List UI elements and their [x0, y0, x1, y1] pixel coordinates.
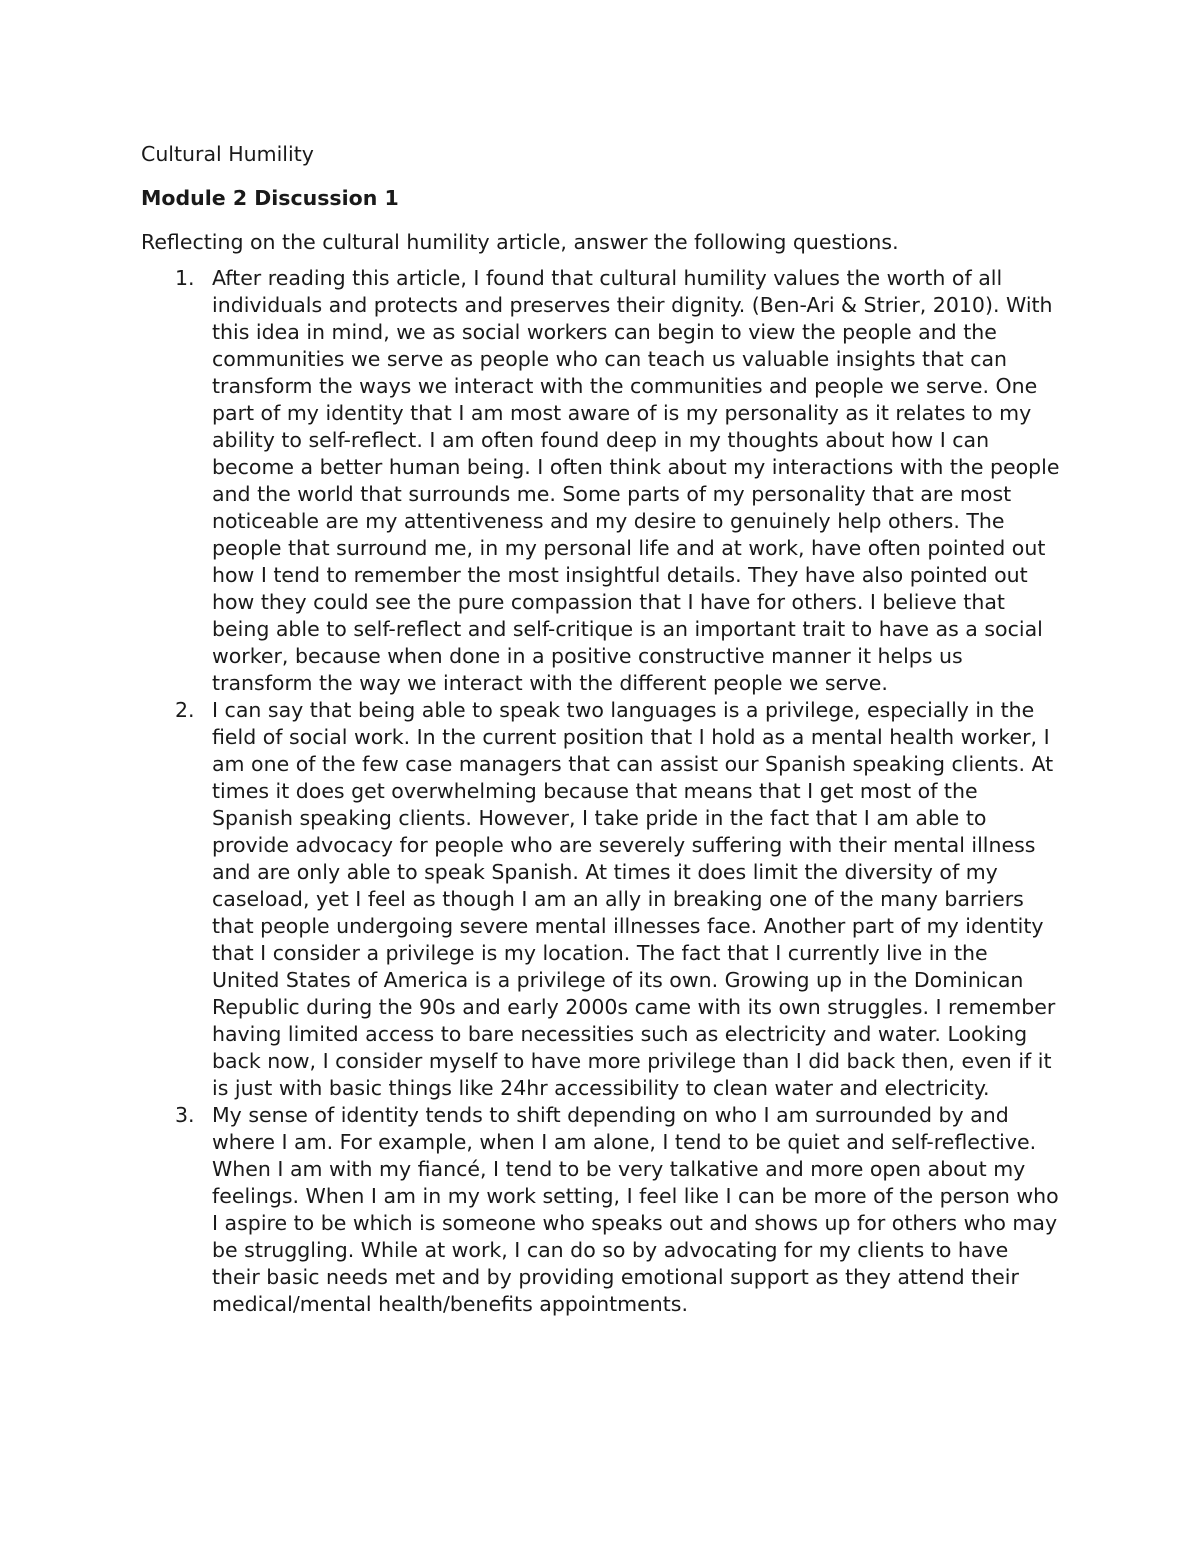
- answer-number: 1.: [175, 266, 195, 290]
- answer-text: After reading this article, I found that cultural humility values the worth of all individuals and protects and preserves their dignity. (Ben-Ari & Strier, 2010). With this idea in mind, we as social workers can begin to view the people and the communities we serve as people who can teach us valuable insights that can transform the ways we interact with the communities and people we serve. One part of my identity that I am most aware of is my personality as it relates to my ability to self-reflect. I am often found deep in my thoughts about how I can become a better human being. I often think about my interactions with the people and the world that surrounds me. Some parts of my personality that are most noticeable are my attentiveness and my desire to genuinely help others. The people that surround me, in my personal life and at work, have often pointed out how I tend to remember the most insightful details. They have also pointed out how they could see the pure compassion that I have for others. I believe that being able to self-reflect and self-critique is an important trait to have as a social worker, because when done in a positive constructive manner it helps us transform the way we interact with the different people we serve.: [212, 266, 1060, 695]
- answer-number: 2.: [175, 698, 195, 722]
- answer-number: 3.: [175, 1103, 195, 1127]
- module-heading: Module 2 Discussion 1: [141, 186, 399, 210]
- answer-text: My sense of identity tends to shift depending on who I am surrounded by and where I am. For example, when I am alone, I tend to be quiet and self-reflective. When I am with my fiancé, I tend to be very talkative and more open about my feelings. When I am in my work setting, I feel like I can be more of the person who I aspire to be which is someone who speaks out and shows up for others who may be struggling. While at work, I can do so by advocating for my clients to have their basic needs met and by providing emotional support as they attend their medical/mental health/benefits appointments.: [212, 1103, 1059, 1316]
- document-page: [141, 140, 1061, 1318]
- answer-text: I can say that being able to speak two languages is a privilege, especially in the field of social work. In the current position that I hold as a mental health worker, I am one of the few case managers that can assist our Spanish speaking clients. At times it does get overwhelming because that means that I get most of the Spanish speaking clients. However, I take pride in the fact that I am able to provide advocacy for people who are severely suffering with their mental illness and are only able to speak Spanish. At times it does limit the diversity of my caseload, yet I feel as though I am an ally in breaking one of the many barriers that people undergoing severe mental illnesses face. Another part of my identity that I consider a privilege is my location. The fact that I currently live in the United States of America is a privilege of its own. Growing up in the Dominican Republic during the 90s and early 2000s came with its own struggles. I remember having limited access to bare necessities such as electricity and water. Looking back now, I consider myself to have more privilege than I did back then, even if it is just with basic things like 24hr accessibility to clean water and electricity.: [212, 698, 1056, 1100]
- answer-item: [141, 1102, 1061, 1318]
- answer-item: [141, 697, 1061, 1102]
- answer-item: [141, 265, 1061, 697]
- intro-paragraph: Reflecting on the cultural humility article, answer the following questions.: [141, 230, 899, 254]
- document-title: Cultural Humility: [141, 142, 314, 166]
- answer-list: [141, 265, 1061, 1318]
